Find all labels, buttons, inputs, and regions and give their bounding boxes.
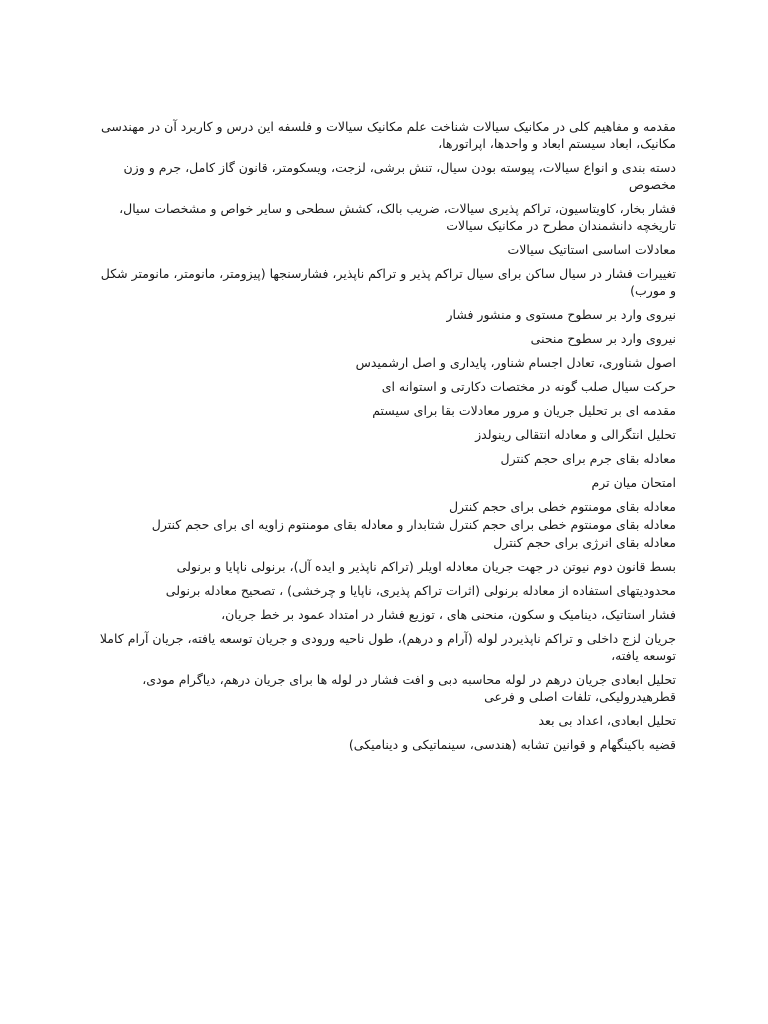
syllabus-line: امتحان میان ترم — [591, 475, 676, 490]
syllabus-line: حرکت سیال صلب گونه در مختصات دکارتی و استوانه ای — [381, 379, 676, 394]
syllabus-line: قضیه باکینگهام و قوانین تشابه (هندسی، سینماتیکی و دینامیکی) — [348, 737, 676, 752]
syllabus-line: اصول شناوری، تعادل اجسام شناور، پایداری و اصل ارشمیدس — [355, 355, 676, 370]
syllabus-line: نیروی وارد بر سطوح مستوی و منشور فشار — [446, 307, 676, 322]
syllabus-line: محدودیتهای استفاده از معادله برنولی (اثرات تراکم پذیری، ناپایا و چرخشی) ، تصحیح معادله برنولی — [165, 583, 676, 598]
syllabus-line: معادله بقای انرژی برای حجم کنترل — [493, 535, 676, 550]
syllabus-line: معادله بقای مومنتوم خطی برای حجم کنترل — [448, 499, 676, 514]
syllabus-line: نیروی وارد بر سطوح منحنی — [530, 331, 676, 346]
syllabus-line: بسط قانون دوم نیوتن در جهت جریان معادله اویلر (تراکم ناپذیر و ایده آل)، برنولی ناپایا و برنولی — [176, 559, 676, 574]
document-body — [96, 118, 676, 760]
syllabus-line: مقدمه ای بر تحلیل جریان و مرور معادلات بقا برای سیستم — [372, 403, 676, 418]
syllabus-line: جریان لزج داخلی و تراکم ناپذیردر لوله (آرام و درهم)، طول ناحیه ورودی و جریان توسعه یافته، جریان آرام کاملا توسعه یافته، — [99, 631, 676, 663]
syllabus-line: تحلیل ابعادی جریان درهم در لوله محاسبه دبی و افت فشار در لوله ها برای جریان درهم، دیاگرام مودی، قطرهیدرولیکی، تلفات اصلی و فرعی — [142, 672, 676, 704]
syllabus-line: فشار بخار، کاویتاسیون، تراکم پذیری سیالات، ضریب بالک، کشش سطحی و سایر خواص و مشخصات سیال، تاریخچه دانشمندان مطرح در مکانیک سیالات — [119, 201, 676, 233]
syllabus-line: معادلات اساسی استاتیک سیالات — [507, 242, 676, 257]
syllabus-line: تغییرات فشار در سیال ساکن برای سیال تراکم پذیر و تراکم ناپذیر، فشارسنجها (پیزومتر، مانومتر، مانومتر شکل و مورب) — [100, 266, 676, 298]
syllabus-line: معادله بقای مومنتوم خطی برای حجم کنترل شتابدار و معادله بقای مومنتوم زاویه ای برای حجم کنترل — [151, 517, 676, 532]
syllabus-line: دسته بندی و انواع سیالات، پیوسته بودن سیال، تنش برشی، لزجت، ویسکومتر، قانون گاز کامل، جرم و وزن مخصوص — [123, 160, 676, 192]
syllabus-line: معادله بقای جرم برای حجم کنترل — [500, 451, 676, 466]
syllabus-line: مقدمه و مفاهیم کلی در مکانیک سیالات شناخت علم مکانیک سیالات و فلسفه این درس و کاربرد آن در مهندسی مکانیک، ابعاد سیستم ابعاد و واحدها، اپراتورها، — [100, 119, 676, 151]
syllabus-line: تحلیل ابعادی، اعداد بی بعد — [538, 713, 676, 728]
syllabus-line: تحلیل انتگرالی و معادله انتقالی رینولدز — [475, 427, 676, 442]
syllabus-line: فشار استاتیک، دینامیک و سکون، منحنی های ، توزیع فشار در امتداد عمود بر خط جریان، — [221, 607, 676, 622]
